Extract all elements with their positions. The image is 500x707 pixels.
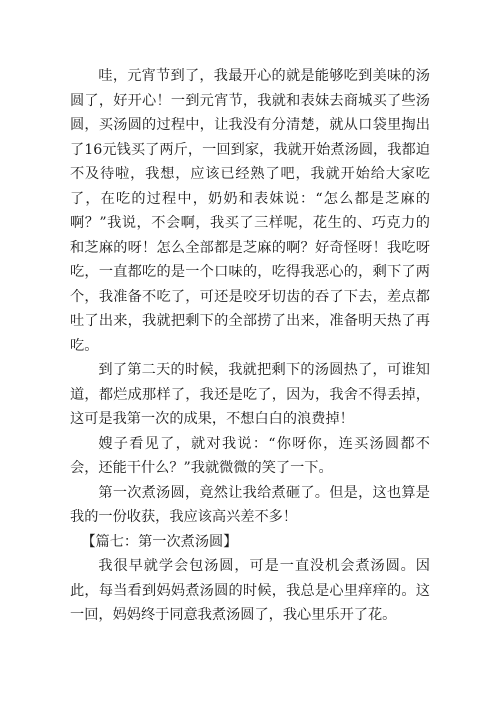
paragraph-yuanxiao-intro: 哇，元宵节到了，我最开心的就是能够吃到美味的汤圆了，好开心！一到元宵节，我就和表妹去商城买了些汤圆，买汤圆的过程中，让我没有分清楚，就从口袋里掏出了16元钱买了两斤，一回到家，我就开始煮汤圆，我都迫不及待啦，我想，应该已经熟了吧，我就开始给大家吃了，在吃的过程中，奶奶和表妹说：“怎么都是芝麻的啊？”我说，不会啊，我买了三样呢，花生的、巧克力的和芝麻的呀！怎么全部都是芝麻的啊？好奇怪呀！我吃呀吃，一直都吃的是一个口味的，吃得我恶心的，剩下了两个，我准备不吃了，可还是咬牙切齿的吞了下去，差点都吐了出来，我就把剩下的全部捞了出来，准备明天热了再吃。 (70, 68, 430, 354)
paragraph-first-attempt-conclusion: 第一次煮汤圆，竟然让我给煮砸了。但是，这也算是我的一份收获，我应该高兴差不多！ (70, 484, 430, 525)
paragraph-learned-to-wrap: 我很早就学会包汤圆，可是一直没机会煮汤圆。因此，每当看到妈妈煮汤圆的时候，我总是心里痒痒的。这一回，妈妈终于同意我煮汤圆了，我心里乐开了花。 (70, 558, 430, 623)
paragraph-second-day: 到了第二天的时候，我就把剩下的汤圆热了，可谁知道，都烂成那样了，我还是吃了，因为，我舍不得丢掉，这可是我第一次的成果，不想白白的浪费掉！ (70, 362, 430, 427)
article-body (70, 64, 430, 628)
paragraph-sister-in-law: 嫂子看见了，就对我说：“你呀你，连买汤圆都不会，还能干什么？”我就微微的笑了一下。 (70, 435, 430, 476)
section-heading-chapter-seven: 【篇七：第一次煮汤圆】 (81, 533, 238, 550)
